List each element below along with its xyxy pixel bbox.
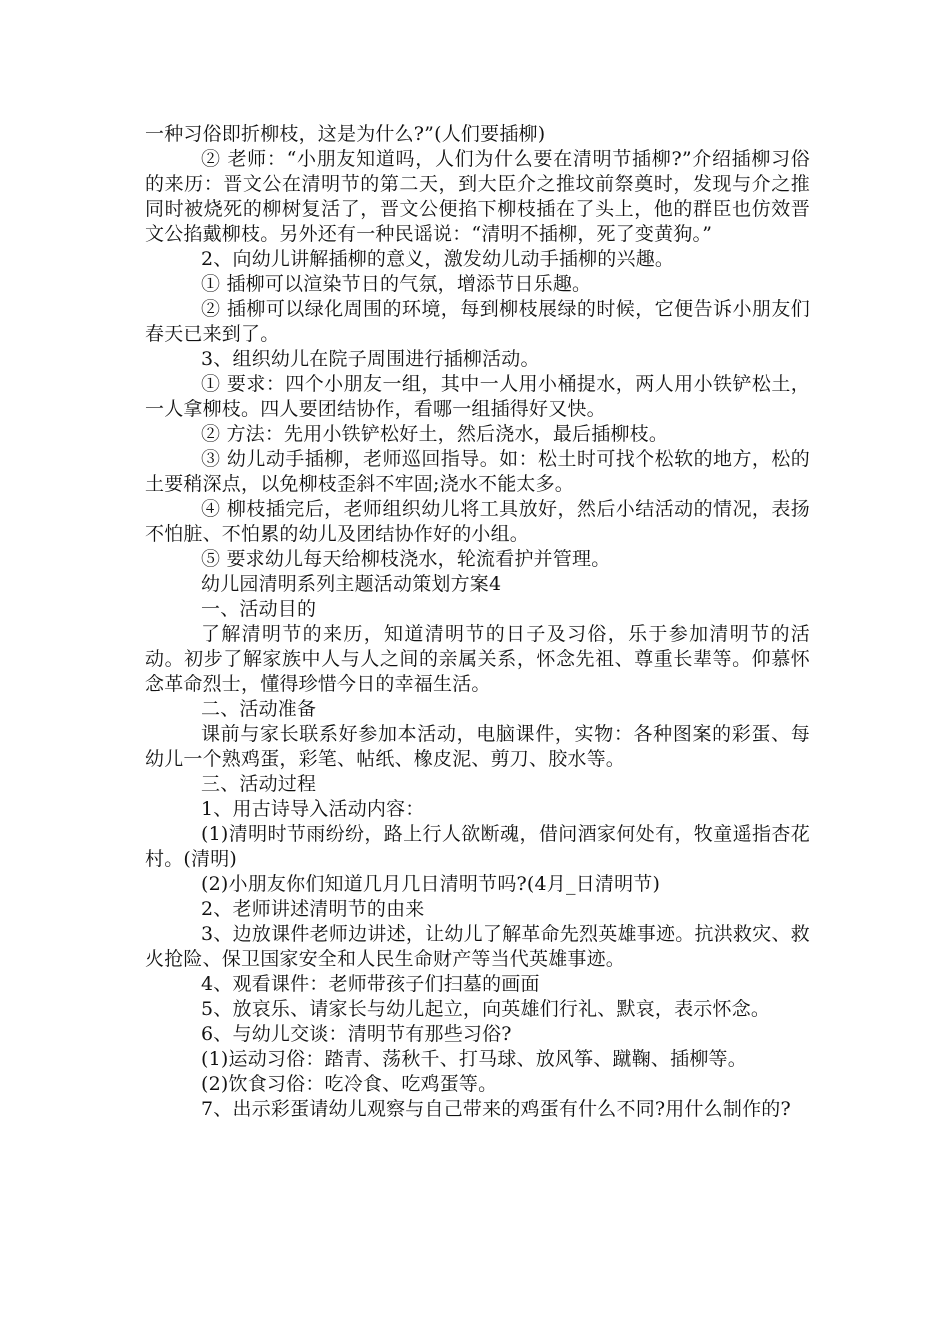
paragraph: 3、边放课件老师边讲述，让幼儿了解革命先烈英雄事迹。抗洪救灾、救火抢险、保卫国家安全和人民生命财产等当代英雄事迹。 [145,923,810,970]
paragraph-continuation: 一种习俗即折柳枝，这是为什么?”(人们要插柳) [145,123,546,145]
paragraph: 1、用古诗导入活动内容： [201,798,425,820]
paragraph: 5、放哀乐、请家长与幼儿起立，向英雄们行礼、默哀，表示怀念。 [201,998,771,1020]
paragraph: 7、出示彩蛋请幼儿观察与自己带来的鸡蛋有什么不同?用什么制作的? [201,1098,791,1120]
paragraph: ② 插柳可以绿化周围的环境，每到柳枝展绿的时候，它便告诉小朋友们春天已来到了。 [145,298,810,345]
section-heading: 三、活动过程 [201,773,317,795]
paragraph: ③ 幼儿动手插柳，老师巡回指导。如：松土时可找个松软的地方，松的土要稍深点，以免柳枝歪斜不牢固;浇水不能太多。 [145,448,810,495]
paragraph: ① 要求：四个小朋友一组，其中一人用小桶提水，两人用小铁铲松土，一人拿柳枝。四人要团结协作，看哪一组插得好又快。 [145,373,810,420]
paragraph: 了解清明节的来历，知道清明节的日子及习俗，乐于参加清明节的活动。初步了解家族中人与人之间的亲属关系，怀念先祖、尊重长辈等。仰慕怀念革命烈士，懂得珍惜今日的幸福生活。 [145,623,810,695]
paragraph: (1)清明时节雨纷纷，路上行人欲断魂，借问酒家何处有，牧童遥指杏花村。(清明) [145,823,810,870]
paragraph: (1)运动习俗：踏青、荡秋千、打马球、放风筝、蹴鞠、插柳等。 [201,1048,747,1070]
paragraph: 6、与幼儿交谈：清明节有那些习俗? [201,1023,512,1045]
paragraph: ④ 柳枝插完后，老师组织幼儿将工具放好，然后小结活动的情况，表扬不怕脏、不怕累的幼儿及团结协作好的小组。 [145,498,810,545]
paragraph: 4、观看课件：老师带孩子们扫墓的画面 [201,973,540,995]
document-body [145,122,810,1122]
paragraph: 课前与家长联系好参加本活动，电脑课件，实物：各种图案的彩蛋、每幼儿一个熟鸡蛋，彩笔、帖纸、橡皮泥、剪刀、胶水等。 [145,723,810,770]
paragraph: ② 方法：先用小铁铲松好土，然后浇水，最后插柳枝。 [201,423,669,445]
paragraph: 3、组织幼儿在院子周围进行插柳活动。 [201,348,540,370]
paragraph: 2、向幼儿讲解插柳的意义，激发幼儿动手插柳的兴趣。 [201,248,675,270]
paragraph: (2)小朋友你们知道几月几日清明节吗?(4月_日清明节) [201,873,661,895]
paragraph: ⑤ 要求幼儿每天给柳枝浇水，轮流看护并管理。 [201,548,611,570]
section-title: 幼儿园清明系列主题活动策划方案4 [201,573,502,595]
section-heading: 二、活动准备 [201,698,317,720]
paragraph: ② 老师：“小朋友知道吗，人们为什么要在清明节插柳?”介绍插柳习俗的来历：晋文公在清明节的第二天，到大臣介之推坟前祭奠时，发现与介之推同时被烧死的柳树复活了，晋文公便掐下柳枝插在了头上，他的群臣也仿效晋文公掐戴柳枝。另外还有一种民谣说：“清明不插柳，死了变黄狗。” [145,148,810,245]
paragraph: (2)饮食习俗：吃冷食、吃鸡蛋等。 [201,1073,498,1095]
paragraph: ① 插柳可以渲染节日的气氛，增添节日乐趣。 [201,273,592,295]
section-heading: 一、活动目的 [201,598,317,620]
paragraph: 2、老师讲述清明节的由来 [201,898,425,920]
